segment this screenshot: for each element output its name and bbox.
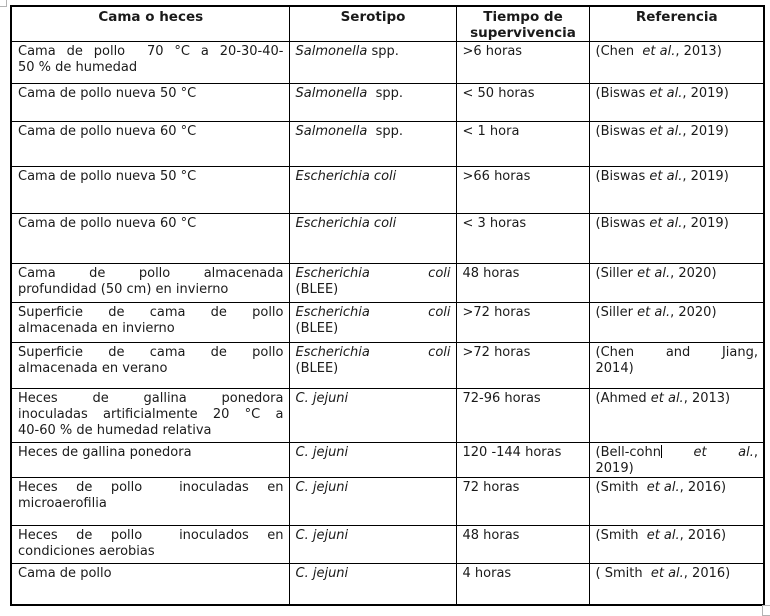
column-header[interactable]	[289, 6, 456, 42]
table-row	[11, 564, 764, 605]
table-cell[interactable]	[456, 443, 589, 478]
italic-text: et al.	[650, 391, 684, 406]
table-row	[11, 214, 764, 264]
text-segment: Tiempo de	[483, 9, 563, 25]
text-line	[18, 423, 284, 439]
table-cell[interactable]	[289, 478, 456, 526]
text-segment: condiciones aerobias	[18, 544, 155, 559]
text-segment: inoculadas artificialmente 20 °C a	[18, 407, 284, 422]
table-cell[interactable]	[456, 122, 589, 167]
text-line	[296, 282, 451, 298]
text-segment: (Chen	[595, 44, 643, 59]
table-row	[11, 389, 764, 443]
table-cell[interactable]	[11, 389, 289, 443]
text-line	[296, 44, 451, 60]
table-cell[interactable]	[589, 167, 764, 214]
table-cell[interactable]	[289, 526, 456, 564]
text-line	[596, 361, 759, 377]
table-cell[interactable]	[456, 42, 589, 84]
text-line	[18, 86, 284, 102]
text-line	[18, 407, 284, 423]
text-line	[596, 216, 759, 232]
text-line	[463, 9, 584, 25]
italic-text: C. jejuni	[295, 528, 349, 543]
text-line	[18, 282, 284, 298]
text-line	[296, 124, 451, 140]
table-cell[interactable]	[11, 167, 289, 214]
italic-text: et al.	[646, 528, 680, 543]
table-cell[interactable]	[589, 343, 764, 389]
text-segment: (Siller	[595, 266, 638, 281]
text-segment: 48 horas	[462, 528, 520, 543]
text-segment: (Smith	[595, 480, 647, 495]
text-segment: Cama de pollo nueva 50 °C	[18, 169, 197, 184]
text-segment: (Biswas	[595, 169, 650, 184]
table-row	[11, 303, 764, 343]
text-segment: Cama de pollo	[18, 566, 112, 581]
italic-text: et al.	[642, 44, 676, 59]
text-segment: 72 horas	[462, 480, 520, 495]
text-segment: , 2020)	[670, 266, 717, 281]
text-segment: Cama de pollo nueva 60 °C	[18, 124, 197, 139]
table-cell[interactable]	[289, 303, 456, 343]
text-line	[18, 9, 284, 25]
table-cell[interactable]	[289, 389, 456, 443]
text-segment: (Ahmed	[595, 391, 651, 406]
table-cell[interactable]	[456, 84, 589, 122]
text-line	[296, 86, 451, 102]
text-line	[18, 266, 284, 282]
table-cell[interactable]	[11, 214, 289, 264]
header-row	[11, 6, 764, 42]
text-segment: profundidad (50 cm) en invierno	[18, 282, 229, 297]
text-line	[463, 44, 584, 60]
table-cell[interactable]	[456, 264, 589, 303]
table-row	[11, 478, 764, 526]
table-cell[interactable]	[456, 343, 589, 389]
text-segment: (BLEE)	[295, 321, 339, 336]
text-line	[18, 544, 284, 560]
text-segment: < 1 hora	[462, 124, 520, 139]
text-segment: , 2019)	[682, 169, 729, 184]
text-line	[18, 496, 284, 512]
italic-text: et al.	[649, 169, 683, 184]
text-line	[18, 566, 284, 582]
text-segment: 40-60 % de humedad relativa	[18, 423, 212, 438]
table-cell[interactable]	[11, 264, 289, 303]
text-line	[463, 25, 584, 41]
text-segment: (Biswas	[595, 124, 650, 139]
text-segment: (Biswas	[595, 86, 650, 101]
text-line	[296, 321, 451, 337]
text-segment: (BLEE)	[295, 282, 339, 297]
text-segment: Superficie de cama de pollo	[18, 345, 284, 360]
text-line	[463, 445, 584, 461]
text-line	[596, 480, 759, 496]
table-cell[interactable]	[589, 303, 764, 343]
text-segment: Referencia	[635, 9, 718, 25]
text-line	[18, 445, 284, 461]
text-segment: spp.	[367, 86, 404, 101]
text-segment: ( Smith	[595, 566, 651, 581]
table-row	[11, 122, 764, 167]
text-line	[596, 44, 759, 60]
table-cell[interactable]	[456, 167, 589, 214]
text-segment: (Bell-cohn	[595, 445, 661, 460]
text-line	[18, 361, 284, 377]
table-cell[interactable]	[11, 564, 289, 605]
text-line	[596, 566, 759, 582]
text-segment: , 2019)	[682, 86, 729, 101]
text-line	[463, 216, 584, 232]
text-line	[596, 391, 759, 407]
table-cell[interactable]	[589, 478, 764, 526]
text-segment: , 2016)	[683, 566, 731, 581]
text-line	[296, 480, 451, 496]
text-segment: Cama de pollo nueva 50 °C	[18, 86, 197, 101]
text-segment: < 50 horas	[462, 86, 535, 101]
text-line	[296, 345, 451, 361]
text-segment: Superficie de cama de pollo	[18, 305, 284, 320]
text-line	[296, 566, 451, 582]
table-cell[interactable]	[11, 478, 289, 526]
text-line	[463, 528, 584, 544]
text-segment: ,	[753, 445, 758, 460]
table-resize-handle[interactable]	[762, 605, 770, 616]
text-segment: , 2019)	[682, 216, 729, 231]
text-line	[296, 528, 451, 544]
text-segment: 2014)	[595, 361, 634, 376]
table-cell[interactable]	[11, 443, 289, 478]
table-row	[11, 343, 764, 389]
italic-text: et al.	[693, 445, 754, 460]
text-line	[596, 9, 759, 25]
text-line	[463, 169, 584, 185]
text-line	[596, 124, 759, 140]
text-segment	[662, 445, 694, 460]
table-cell[interactable]	[589, 564, 764, 605]
text-line	[463, 305, 584, 321]
text-line	[296, 266, 451, 282]
text-segment: (BLEE)	[295, 361, 339, 376]
table-row	[11, 443, 764, 478]
table-cell[interactable]	[11, 42, 289, 84]
text-line	[463, 86, 584, 102]
text-segment: , 2016)	[679, 480, 727, 495]
text-line	[18, 216, 284, 232]
table-move-handle[interactable]	[0, 0, 7, 7]
text-line	[463, 345, 584, 361]
table-cell[interactable]	[456, 303, 589, 343]
table-cell[interactable]	[456, 564, 589, 605]
text-segment: (Smith	[595, 528, 647, 543]
italic-text: et al.	[650, 566, 684, 581]
text-line	[18, 321, 284, 337]
text-segment: Heces de gallina ponedora	[18, 391, 284, 406]
italic-text: Escherichia coli	[295, 216, 397, 231]
text-line	[18, 480, 284, 496]
text-segment: Heces de pollo inoculados en	[18, 528, 284, 543]
table-cell[interactable]	[589, 42, 764, 84]
text-segment: spp.	[367, 124, 404, 139]
italic-text: Salmonella	[295, 124, 368, 139]
text-line	[18, 60, 284, 76]
text-segment: almacenada en verano	[18, 361, 168, 376]
table-body	[11, 42, 764, 605]
table-row	[11, 42, 764, 84]
text-segment: microaerofilia	[18, 496, 107, 511]
text-segment: (Siller	[595, 305, 638, 320]
table-cell[interactable]	[289, 443, 456, 478]
text-line	[596, 305, 759, 321]
text-segment: , 2019)	[682, 124, 729, 139]
table-cell[interactable]	[589, 84, 764, 122]
text-line	[18, 169, 284, 185]
text-line	[596, 169, 759, 185]
italic-text: et al.	[637, 305, 671, 320]
table-cell[interactable]	[289, 343, 456, 389]
text-segment: Cama de pollo almacenada	[18, 266, 284, 281]
table-cell[interactable]	[289, 264, 456, 303]
table-cell[interactable]	[11, 303, 289, 343]
text-line	[18, 44, 284, 60]
italic-text: C. jejuni	[295, 480, 349, 495]
text-segment: 48 horas	[462, 266, 520, 281]
text-segment: (Chen and Jiang,	[595, 345, 758, 360]
italic-text: C. jejuni	[295, 566, 349, 581]
table-cell[interactable]	[11, 84, 289, 122]
text-segment: 50 % de humedad	[18, 60, 138, 75]
italic-text: C. jejuni	[295, 445, 349, 460]
table-cell[interactable]	[589, 526, 764, 564]
text-segment: Cama de pollo nueva 60 °C	[18, 216, 197, 231]
table-cell[interactable]	[589, 264, 764, 303]
italic-text: Escherichia coli	[295, 169, 397, 184]
text-line	[296, 9, 451, 25]
text-line	[596, 528, 759, 544]
table-cell[interactable]	[456, 389, 589, 443]
text-line	[463, 391, 584, 407]
table-row	[11, 526, 764, 564]
text-segment: 2019)	[595, 461, 634, 476]
italic-text: et al.	[637, 266, 671, 281]
table-cell[interactable]	[456, 478, 589, 526]
column-header[interactable]	[11, 6, 289, 42]
table-cell[interactable]	[589, 122, 764, 167]
text-line	[596, 461, 759, 477]
table-row	[11, 167, 764, 214]
table-cell[interactable]	[589, 389, 764, 443]
italic-text: C. jejuni	[295, 391, 349, 406]
table-cell[interactable]	[289, 42, 456, 84]
text-segment: , 2013)	[675, 44, 722, 59]
text-segment: Heces de gallina ponedora	[18, 445, 192, 460]
text-line	[463, 124, 584, 140]
italic-text: Escherichia coli	[295, 305, 451, 320]
text-line	[463, 480, 584, 496]
text-segment: Serotipo	[340, 9, 406, 25]
text-line	[18, 345, 284, 361]
table-cell[interactable]	[11, 526, 289, 564]
text-line	[463, 566, 584, 582]
text-line	[18, 124, 284, 140]
text-line	[296, 361, 451, 377]
text-line	[296, 445, 451, 461]
text-segment: (Biswas	[595, 216, 650, 231]
table-cell[interactable]	[11, 122, 289, 167]
italic-text: Escherichia coli	[295, 266, 451, 281]
table-header	[11, 6, 764, 42]
text-segment: 120 -144 horas	[462, 445, 562, 460]
text-line	[296, 169, 451, 185]
text-segment: Heces de pollo inoculadas en	[18, 480, 284, 495]
text-line	[596, 86, 759, 102]
text-line	[296, 216, 451, 232]
text-segment: , 2020)	[670, 305, 717, 320]
data-table	[10, 5, 765, 606]
text-segment: 72-96 horas	[462, 391, 541, 406]
text-segment: Cama o heces	[98, 9, 204, 25]
italic-text: Escherichia coli	[295, 345, 451, 360]
table-cell[interactable]	[589, 214, 764, 264]
text-line	[296, 305, 451, 321]
text-line	[296, 391, 451, 407]
text-line	[463, 266, 584, 282]
table-row	[11, 264, 764, 303]
text-segment: >72 horas	[462, 305, 531, 320]
italic-text: et al.	[649, 86, 683, 101]
italic-text: et al.	[649, 124, 683, 139]
table-cell[interactable]	[589, 443, 764, 478]
text-line	[18, 528, 284, 544]
text-segment: >6 horas	[462, 44, 523, 59]
text-segment: < 3 horas	[462, 216, 527, 231]
table-cell[interactable]	[11, 343, 289, 389]
text-segment: , 2016)	[679, 528, 727, 543]
table-cell[interactable]	[289, 167, 456, 214]
column-header[interactable]	[456, 6, 589, 42]
text-segment: >72 horas	[462, 345, 531, 360]
text-line	[596, 345, 759, 361]
italic-text: et al.	[646, 480, 680, 495]
table-cell[interactable]	[289, 214, 456, 264]
italic-text: Salmonella	[295, 44, 368, 59]
text-line	[18, 391, 284, 407]
table-cell[interactable]	[289, 84, 456, 122]
text-segment: 4 horas	[462, 566, 512, 581]
text-segment: almacenada en invierno	[18, 321, 175, 336]
text-segment: supervivencia	[470, 25, 576, 41]
text-line	[18, 305, 284, 321]
table-cell[interactable]	[289, 122, 456, 167]
italic-text: et al.	[649, 216, 683, 231]
table-row	[11, 84, 764, 122]
text-segment: >66 horas	[462, 169, 531, 184]
table-cell[interactable]	[456, 526, 589, 564]
column-header[interactable]	[589, 6, 764, 42]
text-line	[596, 266, 759, 282]
text-segment: Cama de pollo 70 °C a 20-30-40-	[18, 44, 284, 59]
text-segment: , 2013)	[683, 391, 731, 406]
text-segment: spp.	[367, 44, 399, 59]
table-cell[interactable]	[456, 214, 589, 264]
text-line	[596, 445, 759, 461]
table-cell[interactable]	[289, 564, 456, 605]
italic-text: Salmonella	[295, 86, 368, 101]
